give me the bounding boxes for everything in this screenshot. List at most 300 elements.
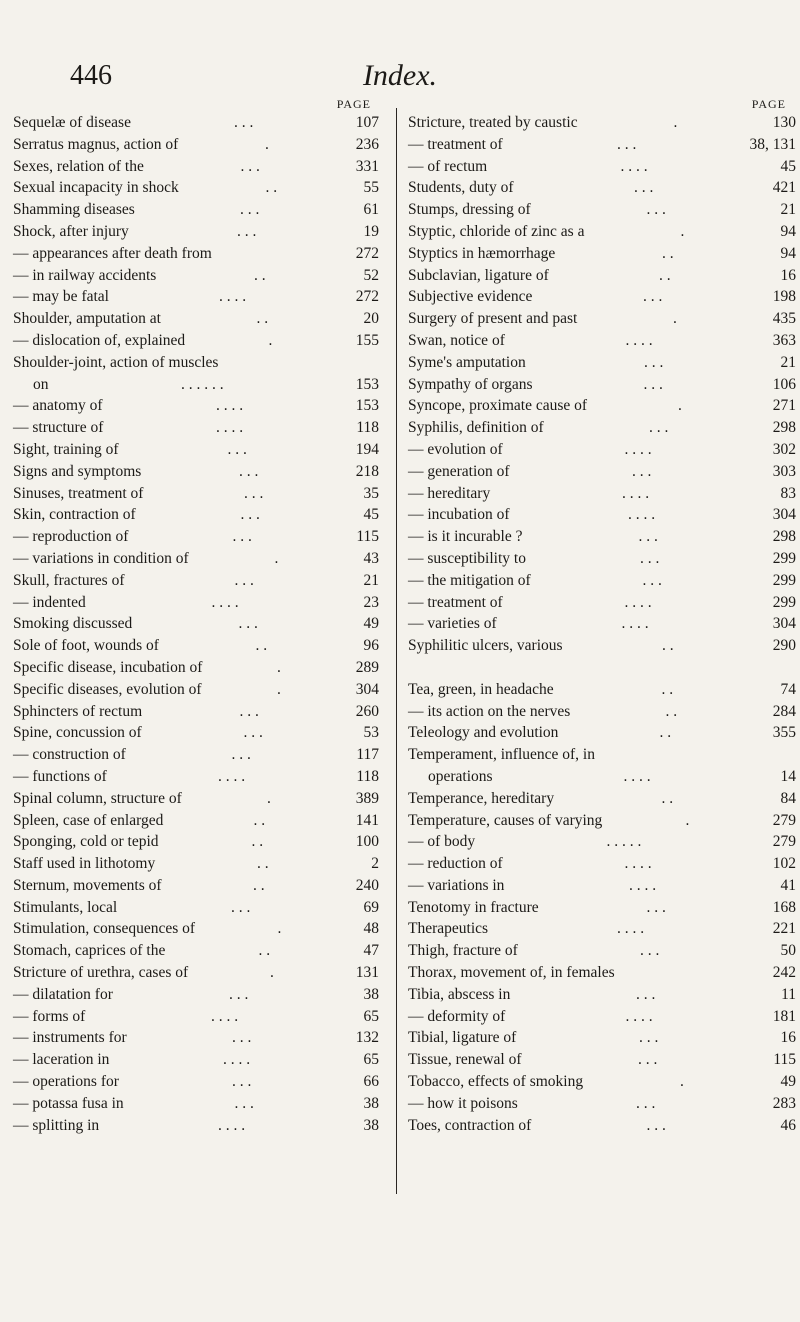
page-reference: 130 (772, 114, 796, 131)
leader-dots: . . . (240, 157, 260, 175)
index-entry (408, 374, 796, 396)
leader-dots: . . (659, 724, 672, 742)
page-column-label: PAGE (336, 97, 371, 111)
index-term: Temperament, influence of, in (408, 746, 595, 764)
index-term: — functions of (13, 767, 107, 785)
page-reference: 132 (355, 1029, 379, 1047)
leader-dots: . (685, 811, 690, 829)
page-reference: 303 (772, 462, 796, 480)
column-divider (396, 108, 397, 1194)
page-reference: 181 (772, 1007, 796, 1025)
leader-dots: . . (661, 789, 674, 807)
index-entry (408, 744, 796, 766)
index-entry (408, 548, 796, 570)
index-term: Spleen, case of enlarged (13, 811, 164, 829)
index-entry (13, 526, 389, 548)
index-term: — reduction of (408, 855, 503, 873)
leader-dots: . . . (646, 898, 666, 916)
index-entry (408, 635, 796, 657)
index-term: Sphincters of rectum (13, 702, 143, 720)
page-reference: 55 (363, 179, 379, 197)
index-entry (13, 548, 389, 570)
index-entry (13, 592, 389, 614)
index-term: — forms of (13, 1007, 86, 1025)
index-entry (408, 766, 796, 788)
leader-dots: . . . (632, 462, 652, 480)
page-reference: 279 (772, 811, 796, 829)
leader-dots: . . . . (623, 767, 651, 785)
index-term: Tibia, abscess in (408, 985, 511, 1003)
leader-dots: . . . . (216, 419, 244, 437)
page-reference: 304 (355, 680, 379, 698)
leader-dots: . (678, 397, 682, 415)
leader-dots: . . . (231, 898, 251, 916)
leader-dots: . (268, 331, 273, 349)
page-reference: 117 (356, 746, 379, 764)
leader-dots: . . . . (211, 593, 239, 611)
index-entry (408, 395, 796, 417)
index-term: Temperature, causes of varying (408, 811, 603, 829)
index-term: Specific disease, incubation of (13, 658, 203, 676)
index-term: Sexual incapacity in shock (13, 179, 179, 197)
index-entry (408, 308, 796, 330)
index-term: Syme's amputation (408, 353, 526, 371)
index-entry (13, 1049, 389, 1071)
index-term: Subclavian, ligature of (408, 266, 549, 284)
page-reference: 304 (772, 615, 796, 633)
page-reference: 299 (772, 549, 796, 567)
page-reference: 48 (363, 920, 379, 938)
index-entry (13, 177, 389, 199)
leader-dots: . . . . . (606, 833, 642, 851)
leader-dots: . . . (638, 1051, 658, 1069)
index-term: — generation of (408, 462, 510, 480)
index-term: Stomach, caprices of the (13, 942, 166, 960)
index-term: — treatment of (408, 593, 503, 611)
index-entry (13, 112, 389, 134)
page-reference: 289 (355, 658, 379, 676)
index-entry (408, 940, 796, 962)
leader-dots: . . . (240, 201, 260, 219)
page-reference: 35 (363, 484, 379, 502)
leader-dots: . . . (640, 549, 660, 567)
index-term: Stricture of urethra, cases of (13, 964, 189, 982)
page-reference: 331 (355, 157, 379, 175)
page-reference: 272 (355, 244, 379, 262)
leader-dots: . . . . (218, 1116, 246, 1134)
page-reference: 38 (363, 1094, 379, 1112)
index-entry (408, 1027, 796, 1049)
index-entry (13, 570, 389, 592)
leader-dots: . . (255, 637, 268, 655)
index-term: Sole of foot, wounds of (13, 637, 159, 655)
index-entry (408, 177, 796, 199)
index-entry (408, 570, 796, 592)
page-reference: 299 (772, 593, 796, 611)
index-entry (408, 156, 796, 178)
index-term: Shoulder, amputation at (13, 310, 161, 328)
index-entry (408, 439, 796, 461)
index-entry (13, 853, 389, 875)
index-term: — instruments for (13, 1029, 127, 1047)
index-term: Stimulants, local (13, 898, 118, 916)
page-reference: 304 (772, 506, 796, 524)
leader-dots: . . (662, 244, 674, 262)
page-reference: 94 (780, 244, 796, 262)
index-term: — varieties of (408, 615, 497, 633)
index-entry (13, 875, 389, 897)
index-entry (13, 395, 389, 417)
page-reference: 168 (772, 898, 796, 916)
page-reference: 38 (363, 1116, 379, 1134)
index-entry (408, 984, 796, 1006)
index-entry (13, 483, 389, 505)
index-term: Shamming diseases (13, 201, 135, 219)
index-entry (13, 265, 389, 287)
index-term: Spine, concussion of (13, 724, 142, 742)
leader-dots: . . . (240, 506, 260, 524)
index-term: Styptic, chloride of zinc as a (408, 222, 585, 240)
leader-dots: . . (662, 637, 674, 655)
index-entry (13, 897, 389, 919)
index-entry (13, 788, 389, 810)
leader-dots: . (270, 964, 274, 982)
page-reference: 421 (772, 179, 796, 197)
page-reference: 66 (363, 1073, 379, 1091)
leader-dots: . . . (642, 571, 662, 589)
index-entry (408, 526, 796, 548)
leader-dots: . . . . (624, 440, 652, 458)
index-entry (408, 962, 796, 984)
index-term: Syncope, proximate cause of (408, 397, 588, 415)
leader-dots: . . (257, 855, 269, 873)
index-entry (13, 374, 389, 396)
leader-dots: . . (251, 833, 264, 851)
index-term: — treatment of (408, 135, 503, 153)
page-reference: 102 (772, 855, 796, 873)
page-reference: 290 (772, 637, 796, 655)
page-reference: 53 (363, 724, 379, 742)
index-entry (13, 722, 389, 744)
index-term: Tea, green, in headache (408, 680, 554, 698)
index-entry (13, 221, 389, 243)
index-term: Signs and symptoms (13, 462, 142, 480)
page-reference: 389 (355, 789, 379, 807)
index-term: Students, duty of (408, 179, 514, 197)
index-entry (408, 221, 796, 243)
leader-dots: . . . . (625, 331, 653, 349)
page-reference: 43 (363, 549, 379, 567)
leader-dots: . . . . (628, 506, 656, 524)
index-entry (408, 352, 796, 374)
page-reference: 284 (772, 702, 796, 720)
page-reference: 115 (356, 528, 379, 546)
index-entry (13, 1006, 389, 1028)
page-reference: 272 (355, 288, 379, 306)
index-term: Tenotomy in fracture (408, 898, 539, 916)
index-term: Surgery of present and past (408, 310, 578, 328)
index-entry (408, 613, 796, 635)
index-term: Swan, notice of (408, 331, 505, 349)
index-entry (13, 308, 389, 330)
leader-dots: . . . . (617, 920, 645, 938)
page-reference: 21 (363, 571, 379, 589)
index-entry (13, 1093, 389, 1115)
leader-dots: . . . . (620, 157, 648, 175)
index-entry (13, 701, 389, 723)
leader-dots: . . . (640, 942, 660, 960)
leader-dots: . . (253, 876, 265, 894)
leader-dots: . . . (231, 746, 251, 764)
index-entry (408, 1006, 796, 1028)
index-term: — of body (408, 833, 476, 851)
page-reference: 83 (780, 484, 796, 502)
page-reference: 153 (355, 397, 379, 415)
index-term: — potassa fusa in (13, 1094, 124, 1112)
index-entry (408, 1049, 796, 1071)
index-entry (13, 613, 389, 635)
leader-dots: . . . (244, 484, 264, 502)
index-entry (408, 810, 796, 832)
index-term: Temperance, hereditary (408, 789, 555, 807)
page-reference: 2 (371, 855, 379, 873)
page-reference: 45 (363, 506, 379, 524)
index-entry (408, 1071, 796, 1093)
leader-dots: . . (253, 811, 266, 829)
page-reference: 118 (356, 419, 379, 437)
index-entry (408, 461, 796, 483)
page-reference: 194 (355, 440, 379, 458)
page-reference: 242 (772, 964, 796, 982)
index-term: — incubation of (408, 506, 510, 524)
page-reference: 45 (780, 157, 796, 175)
leader-dots: . . . (238, 615, 258, 633)
leader-dots: . . . (634, 179, 654, 197)
leader-dots: . . . (644, 353, 664, 371)
index-entry (13, 461, 389, 483)
index-entry (408, 483, 796, 505)
index-entry (408, 504, 796, 526)
leader-dots: . . . . (223, 1051, 251, 1069)
index-term: — laceration in (13, 1051, 110, 1069)
index-term: — structure of (13, 419, 104, 437)
index-entry (408, 134, 796, 156)
leader-dots: . . (256, 310, 269, 328)
leader-dots: . . . (646, 201, 666, 219)
index-term: — how it poisons (408, 1094, 518, 1112)
page-reference: 279 (772, 833, 796, 851)
index-term: Syphilitic ulcers, various (408, 637, 563, 655)
index-term: — appearances after death from (13, 244, 212, 262)
leader-dots: . . . (243, 724, 263, 742)
index-term: Skin, contraction of (13, 506, 136, 524)
leader-dots: . . . (636, 1094, 656, 1112)
leader-dots: . (277, 658, 281, 676)
index-term: — operations for (13, 1073, 119, 1091)
leader-dots: . . . (239, 702, 259, 720)
page-reference: 94 (780, 222, 796, 240)
leader-dots: . . . . (624, 593, 652, 611)
page-reference: 302 (772, 440, 796, 458)
leader-dots: . . . (227, 440, 247, 458)
index-term: Subjective evidence (408, 288, 533, 306)
page-reference: 435 (772, 310, 796, 328)
index-term: Styptics in hæmorrhage (408, 244, 556, 262)
page-reference: 49 (363, 615, 379, 633)
leader-dots: . . . (234, 571, 254, 589)
leader-dots: . . . . (622, 484, 650, 502)
page-column-label: PAGE (751, 97, 786, 111)
index-entry (13, 962, 389, 984)
index-term: Sight, training of (13, 440, 119, 458)
leader-dots: . . . (232, 528, 252, 546)
index-term: — susceptibility to (408, 549, 526, 567)
index-term: Staff used in lithotomy (13, 855, 156, 873)
leader-dots: . . . . (629, 876, 657, 894)
page-reference: 65 (363, 1051, 379, 1069)
page-number: 446 (70, 60, 112, 91)
page-reference: 69 (363, 898, 379, 916)
page-reference: 16 (780, 266, 796, 284)
leader-dots: . (680, 1073, 684, 1091)
index-entry (13, 439, 389, 461)
leader-dots: . . . (643, 288, 663, 306)
leader-dots: . . . . . . (181, 375, 224, 393)
index-term: Tobacco, effects of smoking (408, 1073, 584, 1091)
leader-dots: . . . (229, 985, 249, 1003)
index-entry (408, 592, 796, 614)
index-term: Therapeutics (408, 920, 489, 938)
page-reference: 74 (780, 680, 796, 698)
page-reference: 221 (772, 920, 796, 938)
page-reference: 298 (772, 419, 796, 437)
index-entry (13, 352, 389, 374)
page-reference: 23 (363, 593, 379, 611)
index-term: Sexes, relation of the (13, 157, 144, 175)
index-entry (408, 199, 796, 221)
page-reference: 46 (780, 1116, 796, 1134)
index-term: — of rectum (408, 157, 488, 175)
index-entry (13, 504, 389, 526)
index-entry (408, 243, 796, 265)
index-entry (408, 112, 796, 134)
leader-dots: . . (254, 266, 266, 284)
index-entry (408, 853, 796, 875)
page-reference: 118 (356, 767, 379, 785)
index-term: Stumps, dressing of (408, 201, 531, 219)
index-term: Sequelæ of disease (13, 114, 131, 131)
leader-dots: . (277, 680, 281, 698)
index-entry (408, 1115, 796, 1137)
index-entry (408, 679, 796, 701)
index-entry (408, 897, 796, 919)
page-reference: 298 (772, 528, 796, 546)
leader-dots: . . . (232, 1073, 252, 1091)
leader-dots: . . . (643, 375, 663, 393)
page-reference: 38 (363, 985, 379, 1003)
leader-dots: . . . (639, 1029, 659, 1047)
page-reference: 100 (355, 833, 379, 851)
page-title: Index. (362, 59, 438, 92)
page-reference: 363 (772, 331, 796, 349)
leader-dots: . . . . (211, 1007, 239, 1025)
index-term: — the mitigation of (408, 571, 531, 589)
index-entry (408, 918, 796, 940)
index-term: Sinuses, treatment of (13, 484, 144, 502)
index-entry (13, 286, 389, 308)
index-entry (13, 635, 389, 657)
index-entry (13, 1071, 389, 1093)
page-reference: 19 (363, 222, 379, 240)
leader-dots: . (267, 789, 271, 807)
index-entry (13, 810, 389, 832)
page-reference: 299 (772, 571, 796, 589)
index-term: — construction of (13, 746, 126, 764)
index-term: Specific diseases, evolution of (13, 680, 202, 698)
leader-dots: . (265, 135, 269, 153)
index-entry (13, 1027, 389, 1049)
index-term: — anatomy of (13, 397, 103, 415)
page-reference: 38, 131 (749, 135, 796, 153)
index-entry (408, 286, 796, 308)
page-reference: 355 (772, 724, 796, 742)
page-reference: 14 (780, 767, 796, 785)
index-entry (13, 940, 389, 962)
index-term: — hereditary (408, 484, 491, 502)
index-term: Tissue, renewal of (408, 1051, 522, 1069)
leader-dots: . . . (649, 419, 669, 437)
index-term: Spinal column, structure of (13, 789, 182, 807)
leader-dots: . (277, 920, 282, 938)
index-term: Skull, fractures of (13, 571, 125, 589)
index-term: operations (428, 767, 493, 785)
leader-dots: . . . (646, 1116, 666, 1134)
page-reference: 141 (355, 811, 379, 829)
page-header (0, 60, 800, 100)
page-reference: 52 (363, 266, 379, 284)
index-entry (408, 701, 796, 723)
index-term: — splitting in (13, 1116, 100, 1134)
page-reference: 11 (781, 985, 796, 1003)
index-term: — its action on the nerves (408, 702, 571, 720)
index-entry (13, 330, 389, 352)
page-reference: 20 (363, 310, 379, 328)
page-reference: 271 (772, 397, 796, 415)
index-term: — dislocation of, explained (13, 331, 186, 349)
leader-dots: . . . (636, 985, 656, 1003)
leader-dots: . . . (237, 222, 257, 240)
index-term: Thorax, movement of, in females (408, 964, 615, 982)
page-reference: 131 (355, 964, 379, 982)
page-reference: 16 (780, 1029, 796, 1047)
page-reference: 41 (780, 876, 796, 894)
index-entries (13, 112, 389, 1136)
leader-dots: . . (659, 266, 671, 284)
index-entry (13, 1115, 389, 1137)
index-term: — is it incurable ? (408, 528, 523, 546)
index-entry (13, 156, 389, 178)
index-term: Toes, contraction of (408, 1116, 532, 1134)
page-reference: 47 (363, 942, 379, 960)
index-term: — variations in condition of (13, 549, 189, 567)
index-entry (13, 243, 389, 265)
index-entry (13, 744, 389, 766)
index-term: Serratus magnus, action of (13, 135, 179, 153)
index-entry (408, 788, 796, 810)
index-entry (13, 984, 389, 1006)
index-term: Sponging, cold or tepid (13, 833, 159, 851)
index-term: Sternum, movements of (13, 876, 162, 894)
